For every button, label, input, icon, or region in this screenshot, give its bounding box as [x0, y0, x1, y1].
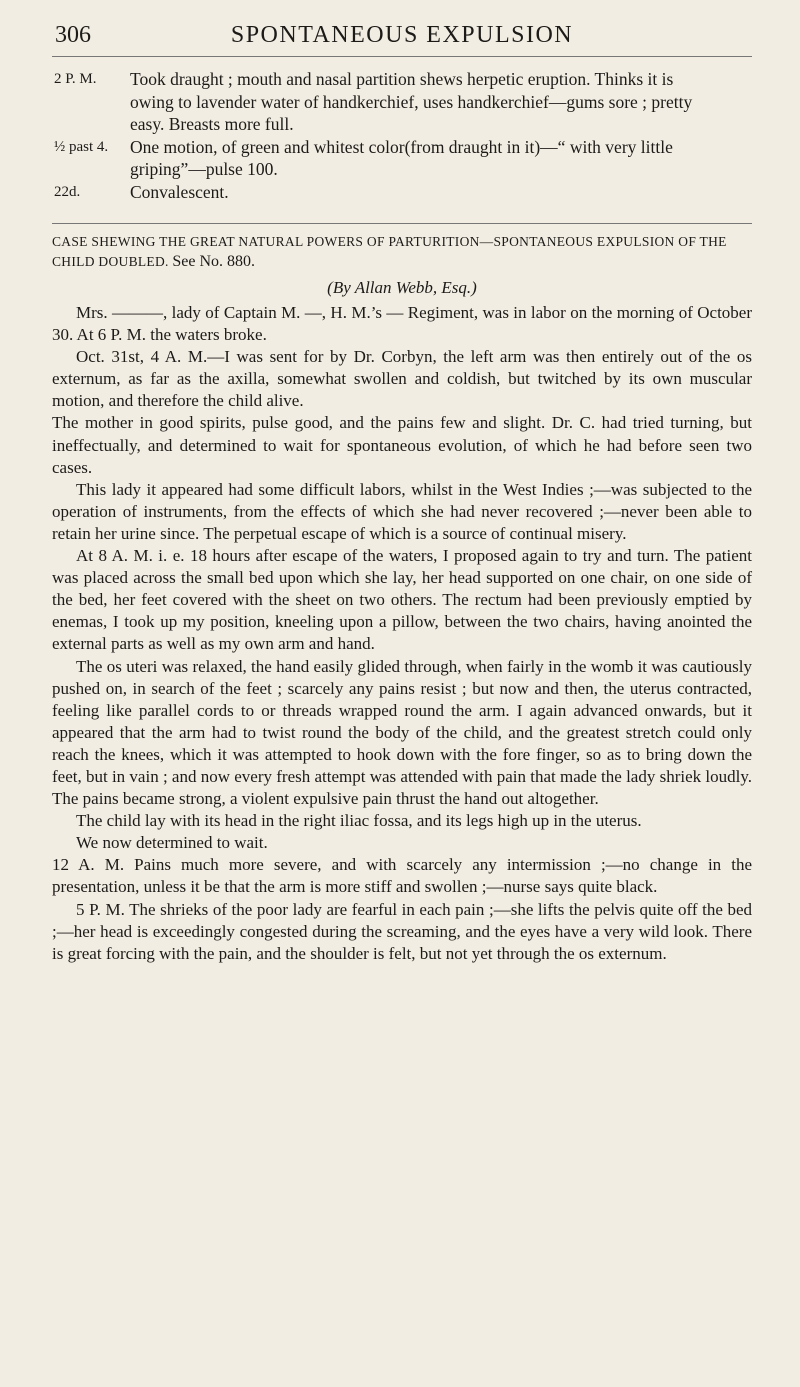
running-title: SPONTANEOUS EXPULSION [230, 22, 574, 48]
body-paragraph: Oct. 31st, 4 A. M.—I was sent for by Dr. Corbyn, the left arm was then entirely out of the os externum, as far as the axilla, somewhat swollen and coldish, but twitched by its own muscular motion, and therefore the child alive. [52, 347, 752, 411]
author-byline: (By Allan Webb, Esq.) [327, 278, 477, 297]
entry-text: Convalescent. [130, 181, 229, 202]
case-heading [52, 232, 752, 272]
section-divider [52, 223, 752, 224]
case-heading-text: CASE SHEWING THE GREAT NATURAL POWERS OF PARTURITION—SPONTANEOUS EXPULSION OF THE CHILD DOUBLED. [52, 234, 727, 269]
journal-entry [52, 68, 752, 136]
entry-time: ½ past 4. [54, 138, 109, 155]
body-paragraph: At 8 A. M. i. e. 18 hours after escape of the waters, I proposed again to try and turn. The patient was placed across the small bed upon which she lay, her head supported on one chair, on one side of the bed, her feet covered with the sheet on two others. The rectum had been previously emptied by enemas, I took up my position, kneeling upon a pillow, between the two chairs, having anointed the external parts as well as my own arm and hand. [52, 546, 752, 654]
entry-time: 2 P. M. [54, 71, 97, 87]
body-paragraph: 12 A. M. Pains much more severe, and with scarcely any intermission ;—no change in the presentation, unless it be that the arm is more stiff and swollen ;—nurse says quite black. [52, 855, 752, 897]
entry-time: 22d. [54, 183, 81, 200]
running-header [52, 20, 752, 57]
journal-entry [52, 136, 752, 181]
body-paragraph: The os uteri was relaxed, the hand easily glided through, when fairly in the womb it was cautiously pushed on, in search of the feet ; scarcely any pains resist ; but now and then, the uterus contracted, feeling like parallel cords to or threads wrapped round the arm. I again advanced onwards, but it appeared that the arm had to twist round the body of the child, and the greatest stretch could only reach the knees, which it was attempted to hook down with the fore finger, so as to bring down the feet, but in vain ; and now every fresh attempt was attended with pain that made the lady shriek loudly. The pains became strong, a violent expulsive pain thrust the hand out altogether. [52, 656, 752, 809]
see-reference: See No. 880. [172, 253, 256, 270]
body-paragraph: We now determined to wait. [76, 833, 268, 853]
page-number: 306 [55, 22, 91, 48]
journal-entry [52, 181, 752, 204]
body-paragraph: Mrs. ———, lady of Captain M. —, H. M.’s — Regiment, was in labor on the morning of October 30. At 6 P. M. the waters broke. [52, 303, 752, 345]
entry-text: One motion, of green and whitest color(from draught in it)—“ with very little griping”—pulse 100. [130, 136, 673, 179]
body-paragraph: The child lay with its head in the right iliac fossa, and its legs high up in the uterus. [76, 811, 642, 831]
body-paragraph: 5 P. M. The shrieks of the poor lady are fearful in each pain ;—she lifts the pelvis quite off the bed ;—her head is exceedingly congested during the screaming, and the eyes have a very wild look. There is great forcing with the pain, and the shoulder is felt, but not yet through the os externum. [52, 899, 752, 963]
body-paragraph: This lady it appeared had some difficult labors, whilst in the West Indies ;—was subjected to the operation of instruments, from the effects of which she had never recovered ;—never been able to retain her urine since. The perpetual escape of which is a source of continual misery. [52, 479, 752, 543]
case-body [52, 302, 752, 965]
entry-text: Took draught ; mouth and nasal partition shews herpetic eruption. Thinks it is owing to lavender water of handkerchief, uses handkerchief—gums sore ; pretty easy. Breasts more full. [130, 69, 693, 134]
body-paragraph: The mother in good spirits, pulse good, and the pains few and slight. Dr. C. had tried turning, but ineffectually, and determined to wait for spontaneous evolution, of which he had before seen two cases. [52, 413, 752, 477]
journal-entries [52, 68, 752, 203]
